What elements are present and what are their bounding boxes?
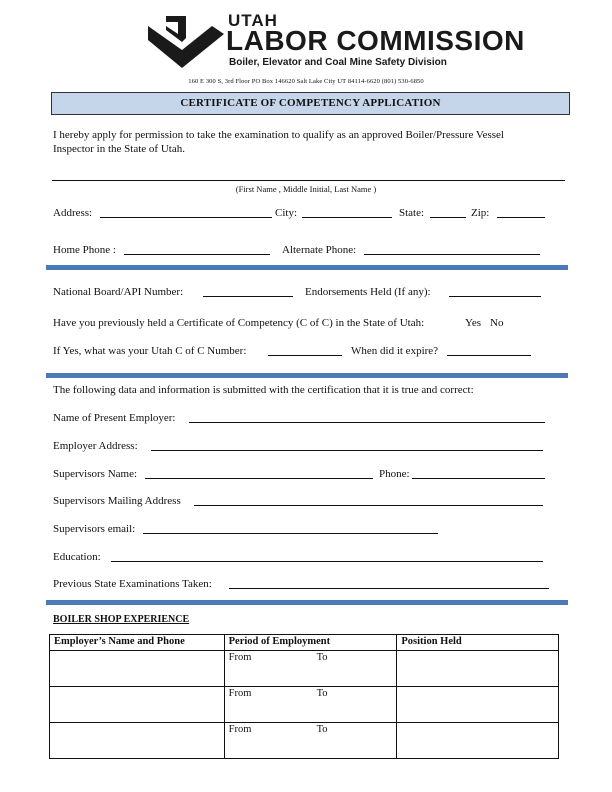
national-board-field[interactable]	[203, 296, 293, 297]
name-caption: (First Name , Middle Initial, Last Name )	[235, 184, 377, 194]
supervisor-name-field[interactable]	[145, 478, 373, 479]
table-row	[50, 723, 559, 759]
employer-cell[interactable]	[50, 687, 225, 723]
previous-cofc-no[interactable]: No	[490, 317, 504, 329]
to-label: To	[316, 652, 328, 663]
column-header-period: Period of Employment	[224, 635, 397, 651]
previous-exams-field[interactable]	[229, 588, 549, 589]
supervisor-email-label: Supervisors email:	[53, 523, 136, 535]
logo-name-text: LABOR COMMISSION	[226, 25, 525, 56]
endorsements-label: Endorsements Held (If any):	[305, 286, 431, 298]
home-phone-field[interactable]	[124, 254, 270, 255]
logo-state-text: UTAH	[228, 11, 278, 30]
employer-label: Name of Present Employer:	[53, 412, 176, 424]
experience-heading: BOILER SHOP EXPERIENCE	[53, 614, 190, 625]
cofc-number-label: If Yes, what was your Utah C of C Number:	[53, 345, 247, 357]
cofc-number-field[interactable]	[268, 355, 342, 356]
table-row	[50, 687, 559, 723]
position-cell[interactable]	[397, 723, 559, 759]
city-field[interactable]	[302, 217, 392, 218]
table-row	[50, 651, 559, 687]
period-cell[interactable]	[224, 651, 397, 687]
experience-table	[49, 634, 559, 759]
supervisor-mailing-label: Supervisors Mailing Address	[53, 495, 181, 507]
intro-line-1: I hereby apply for permission to take the examination to qualify as an approved Boiler/Pressure Vessel	[53, 129, 504, 141]
form-title: CERTIFICATE OF COMPETENCY APPLICATION	[51, 92, 570, 115]
intro-line-2: Inspector in the State of Utah.	[53, 143, 185, 155]
alternate-phone-label: Alternate Phone:	[282, 244, 357, 256]
state-field[interactable]	[430, 217, 466, 218]
section-divider	[46, 265, 568, 270]
name-field[interactable]	[52, 180, 565, 181]
from-label: From	[228, 652, 252, 663]
zip-field[interactable]	[497, 217, 545, 218]
column-header-position: Position Held	[397, 635, 559, 651]
agency-address: 160 E 300 S, 3rd Floor PO Box 146620 Salt Lake City UT 84114-6620 (801) 530-6850	[188, 78, 424, 85]
position-cell[interactable]	[397, 687, 559, 723]
employer-field[interactable]	[189, 422, 545, 423]
to-label: To	[316, 688, 328, 699]
employer-address-field[interactable]	[151, 450, 543, 451]
from-label: From	[228, 688, 252, 699]
supervisor-email-field[interactable]	[143, 533, 438, 534]
phone-label: Phone:	[379, 468, 410, 480]
address-label: Address:	[53, 207, 93, 219]
supervisor-phone-field[interactable]	[412, 478, 545, 479]
logo-division-text: Boiler, Elevator and Coal Mine Safety Division	[229, 57, 447, 68]
position-cell[interactable]	[397, 651, 559, 687]
previous-cofc-yes[interactable]: Yes	[465, 317, 482, 329]
period-cell[interactable]	[224, 687, 397, 723]
column-header-employer: Employer’s Name and Phone	[50, 635, 225, 651]
national-board-label: National Board/API Number:	[53, 286, 184, 298]
zip-label: Zip:	[471, 207, 490, 219]
period-cell[interactable]	[224, 723, 397, 759]
supervisor-mailing-field[interactable]	[194, 505, 543, 506]
employer-cell[interactable]	[50, 651, 225, 687]
employer-address-label: Employer Address:	[53, 440, 138, 452]
to-label: To	[316, 724, 328, 735]
labor-commission-logo-icon	[148, 16, 224, 68]
employer-cell[interactable]	[50, 723, 225, 759]
address-field[interactable]	[100, 217, 272, 218]
education-field[interactable]	[111, 561, 543, 562]
state-label: State:	[399, 207, 425, 219]
education-label: Education:	[53, 551, 101, 563]
certification-statement: The following data and information is submitted with the certification that it is true and correct:	[53, 384, 474, 396]
from-label: From	[228, 724, 252, 735]
section-divider	[46, 373, 568, 378]
home-phone-label: Home Phone :	[53, 244, 116, 256]
expire-field[interactable]	[447, 355, 531, 356]
alternate-phone-field[interactable]	[364, 254, 540, 255]
expire-label: When did it expire?	[351, 345, 439, 357]
endorsements-field[interactable]	[449, 296, 541, 297]
previous-exams-label: Previous State Examinations Taken:	[53, 578, 212, 590]
supervisor-name-label: Supervisors Name:	[53, 468, 138, 480]
section-divider	[46, 600, 568, 605]
city-label: City:	[275, 207, 298, 219]
previous-cofc-question: Have you previously held a Certificate of Competency (C of C) in the State of Utah:	[53, 317, 425, 329]
